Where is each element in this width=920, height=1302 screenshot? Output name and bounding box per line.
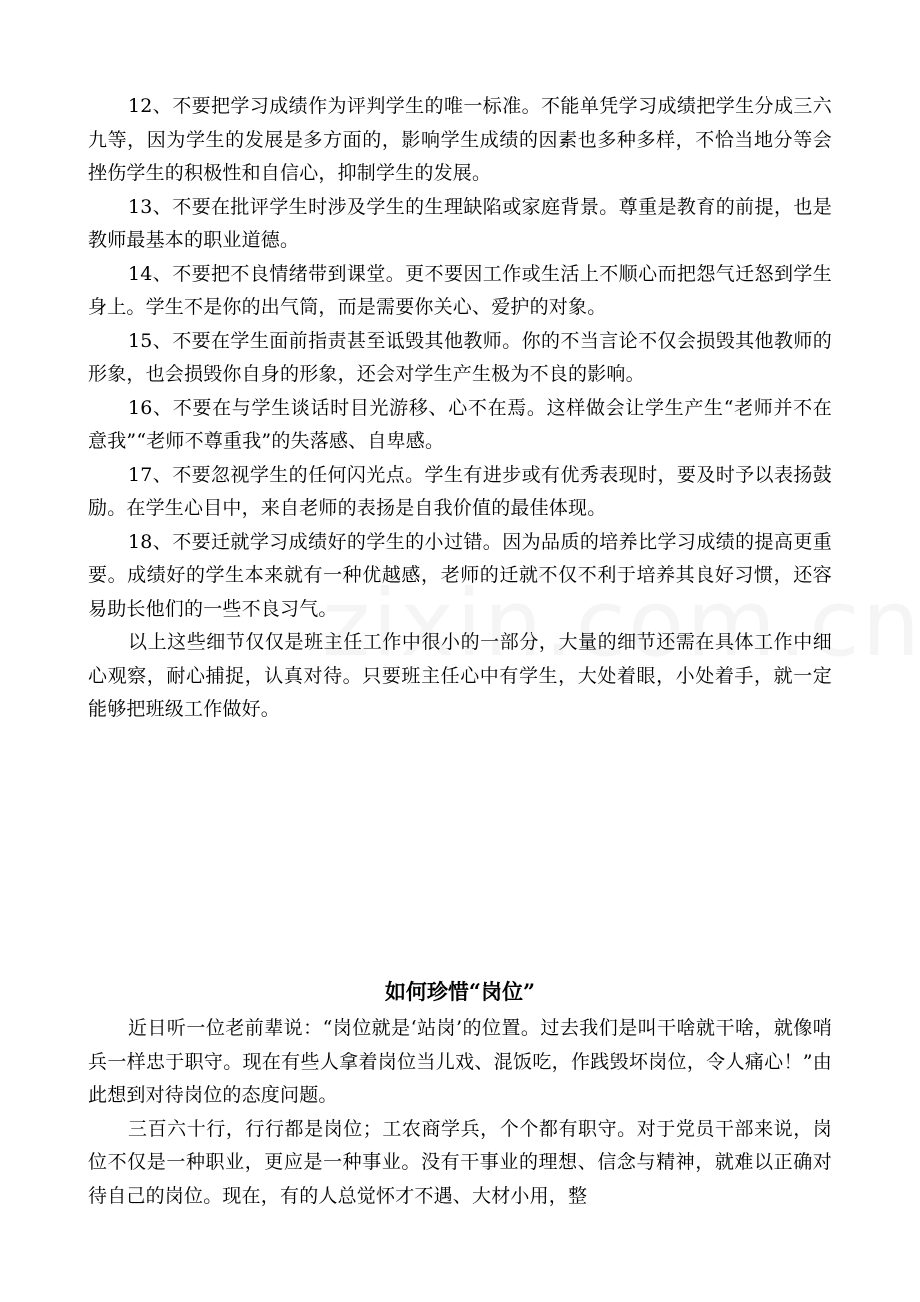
article-body-top <box>88 90 832 727</box>
paragraph-14: 14、不要把不良情绪带到课堂。更不要因工作或生活上不顺心而把怨气迁怒到学生身上。学生不是你的出气筒，而是需要你关心、爱护的对象。 <box>88 262 832 318</box>
paragraph-15: 15、不要在学生面前指责甚至诋毁其他教师。你的不当言论不仅会损毁其他教师的形象，也会损毁你自身的形象，还会对学生产生极为不良的影响。 <box>88 329 832 385</box>
paragraph-13: 13、不要在批评学生时涉及学生的生理缺陷或家庭背景。尊重是教育的前提，也是教师最基本的职业道德。 <box>88 195 832 251</box>
paragraph-17: 17、不要忽视学生的任何闪光点。学生有进步或有优秀表现时，要及时予以表扬鼓励。在学生心目中，来自老师的表扬是自我价值的最佳体现。 <box>88 463 832 519</box>
paragraph-12: 12、不要把学习成绩作为评判学生的唯一标准。不能单凭学习成绩把学生分成三六九等，因为学生的发展是多方面的，影响学生成绩的因素也多种多样，不恰当地分等会挫伤学生的积极性和自信心，抑制学生的发展。 <box>88 95 832 184</box>
paragraph-conclusion: 以上这些细节仅仅是班主任工作中很小的一部分，大量的细节还需在具体工作中细心观察，耐心捕捉，认真对待。只要班主任心中有学生，大处着眼，小处着手，就一定能够把班级工作做好。 <box>88 631 832 720</box>
paragraph-body: 三百六十行，行行都是岗位；工农商学兵，个个都有职守。对于党员干部来说，岗位不仅是一种职业，更应是一种事业。没有干事业的理想、信念与精神，就难以正确对待自己的岗位。现在，有的人总觉怀才不遇、大材小用，整 <box>88 1117 832 1207</box>
section-title: 如何珍惜“岗位” <box>384 979 536 1004</box>
paragraph-intro: 近日听一位老前辈说：“岗位就是‘站岗’的位置。过去我们是叫干啥就干啥，就像哨兵一样忠于职守。现在有些人拿着岗位当儿戏、混饭吃，作践毁坏岗位，令人痛心！”由此想到对待岗位的态度问题。 <box>88 1017 832 1106</box>
paragraph-16: 16、不要在与学生谈话时目光游移、心不在焉。这样做会让学生产生“老师并不在意我”“老师不尊重我”的失落感、自卑感。 <box>88 396 832 452</box>
article-body-bottom <box>88 1012 832 1213</box>
paragraph-18: 18、不要迁就学习成绩好的学生的小过错。因为品质的培养比学习成绩的提高更重要。成绩好的学生本来就有一种优越感，老师的迁就不仅不利于培养其良好习惯，还容易助长他们的一些不良习气。 <box>88 530 832 620</box>
